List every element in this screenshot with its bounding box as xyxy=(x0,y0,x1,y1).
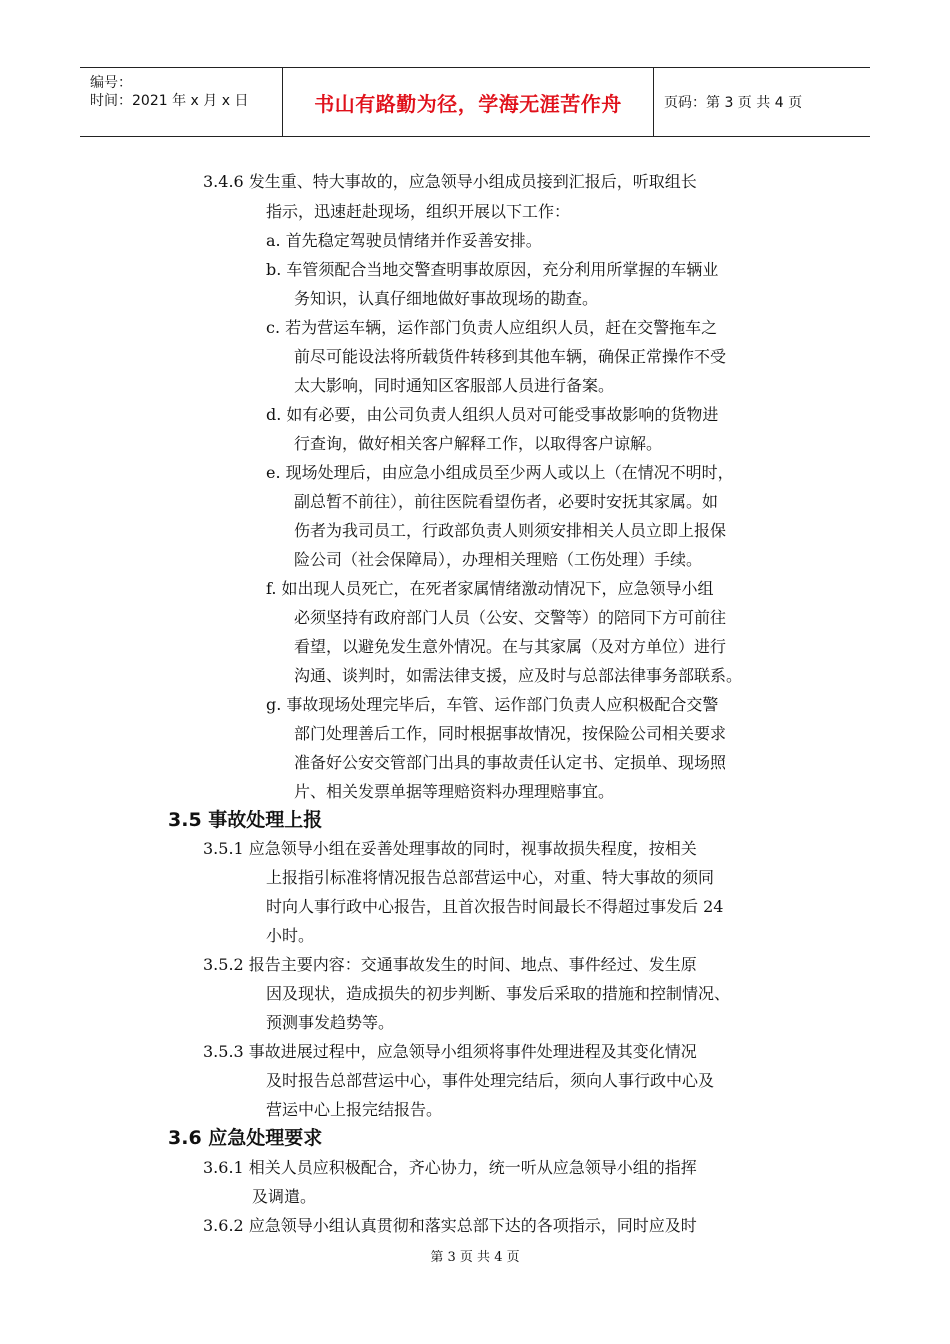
section-heading: 3.5 事故处理上报 xyxy=(168,809,323,831)
list-item: c. 若为营运车辆，运作部门负责人应组织人员，赶在交警拖车之 xyxy=(266,318,718,337)
header-meta-cell xyxy=(80,68,283,136)
text-line: 时向人事行政中心报告，且首次报告时间最长不得超过事发后 24 xyxy=(266,897,724,916)
text-line: 务知识，认真仔细地做好事故现场的勘查。 xyxy=(294,289,599,308)
page-footer: 第 3 页 共 4 页 xyxy=(430,1250,520,1265)
list-item: g. 事故现场处理完毕后，车管、运作部门负责人应积极配合交警 xyxy=(266,695,719,714)
text-line: 指示，迅速赶赴现场，组织开展以下工作： xyxy=(266,202,571,221)
text-line: 3.4.6 发生重、特大事故的，应急领导小组成员接到汇报后，听取组长 xyxy=(203,172,697,191)
text-line: 及调遣。 xyxy=(252,1187,317,1206)
list-item: a. 首先稳定驾驶员情绪并作妥善安排。 xyxy=(266,231,542,250)
text-line: 太大影响，同时通知区客服部人员进行备案。 xyxy=(294,376,615,395)
page-label: 页码：第 3 页 共 4 页 xyxy=(664,95,803,111)
text-line: 因及现状，造成损失的初步判断、事发后采取的措施和控制情况、 xyxy=(266,984,731,1003)
text-line: 前尽可能设法将所载货件转移到其他车辆，确保正常操作不受 xyxy=(294,347,727,366)
text-line: 3.5.1 应急领导小组在妥善处理事故的同时，视事故损失程度，按相关 xyxy=(203,839,697,858)
text-line: 准备好公安交管部门出具的事故责任认定书、定损单、现场照 xyxy=(294,753,727,772)
text-line: 沟通、谈判时，如需法律支援，应及时与总部法律事务部联系。 xyxy=(294,666,743,685)
text-line: 伤者为我司员工，行政部负责人则须安排相关人员立即上报保 xyxy=(294,521,727,540)
serial-label: 编号： xyxy=(90,75,132,91)
text-line: 险公司（社会保障局），办理相关理赔（工伤处理）手续。 xyxy=(294,550,703,569)
text-line: 3.6.1 相关人员应积极配合，齐心协力，统一听从应急领导小组的指挥 xyxy=(203,1158,697,1177)
text-line: 必须坚持有政府部门人员（公安、交警等）的陪同下方可前往 xyxy=(294,608,727,627)
header-motto-cell xyxy=(283,68,654,136)
text-line: 副总暂不前往），前往医院看望伤者，必要时安抚其家属。如 xyxy=(294,492,719,511)
text-line: 部门处理善后工作，同时根据事故情况，按保险公司相关要求 xyxy=(294,724,727,743)
motto-text: 书山有路勤为径，学海无涯苦作舟 xyxy=(314,91,622,116)
header-page-cell xyxy=(654,68,870,136)
text-line: 小时。 xyxy=(266,926,315,945)
list-item: e. 现场处理后，由应急小组成员至少两人或以上（在情况不明时， xyxy=(266,463,734,482)
date-label: 时间：2021 年 x 月 x 日 xyxy=(90,93,249,109)
list-item: b. 车管须配合当地交警查明事故原因，充分利用所掌握的车辆业 xyxy=(266,260,719,279)
text-line: 营运中心上报完结报告。 xyxy=(266,1100,443,1119)
section-heading: 3.6 应急处理要求 xyxy=(168,1127,323,1149)
text-line: 3.5.2 报告主要内容：交通事故发生的时间、地点、事件经过、发生原 xyxy=(203,955,697,974)
text-line: 片、相关发票单据等理赔资料办理理赔事宜。 xyxy=(294,782,615,801)
list-item: f. 如出现人员死亡，在死者家属情绪激动情况下，应急领导小组 xyxy=(266,579,714,598)
text-line: 预测事发趋势等。 xyxy=(266,1013,395,1032)
text-line: 及时报告总部营运中心，事件处理完结后，须向人事行政中心及 xyxy=(266,1071,715,1090)
list-item: d. 如有必要，由公司负责人组织人员对可能受事故影响的货物进 xyxy=(266,405,719,424)
text-line: 行查询，做好相关客户解释工作，以取得客户谅解。 xyxy=(294,434,663,453)
text-line: 上报指引标准将情况报告总部营运中心，对重、特大事故的须同 xyxy=(266,868,715,887)
page-header xyxy=(80,67,870,137)
text-line: 看望，以避免发生意外情况。在与其家属（及对方单位）进行 xyxy=(294,637,727,656)
text-line: 3.6.2 应急领导小组认真贯彻和落实总部下达的各项指示，同时应及时 xyxy=(203,1216,697,1235)
text-line: 3.5.3 事故进展过程中，应急领导小组须将事件处理进程及其变化情况 xyxy=(203,1042,697,1061)
